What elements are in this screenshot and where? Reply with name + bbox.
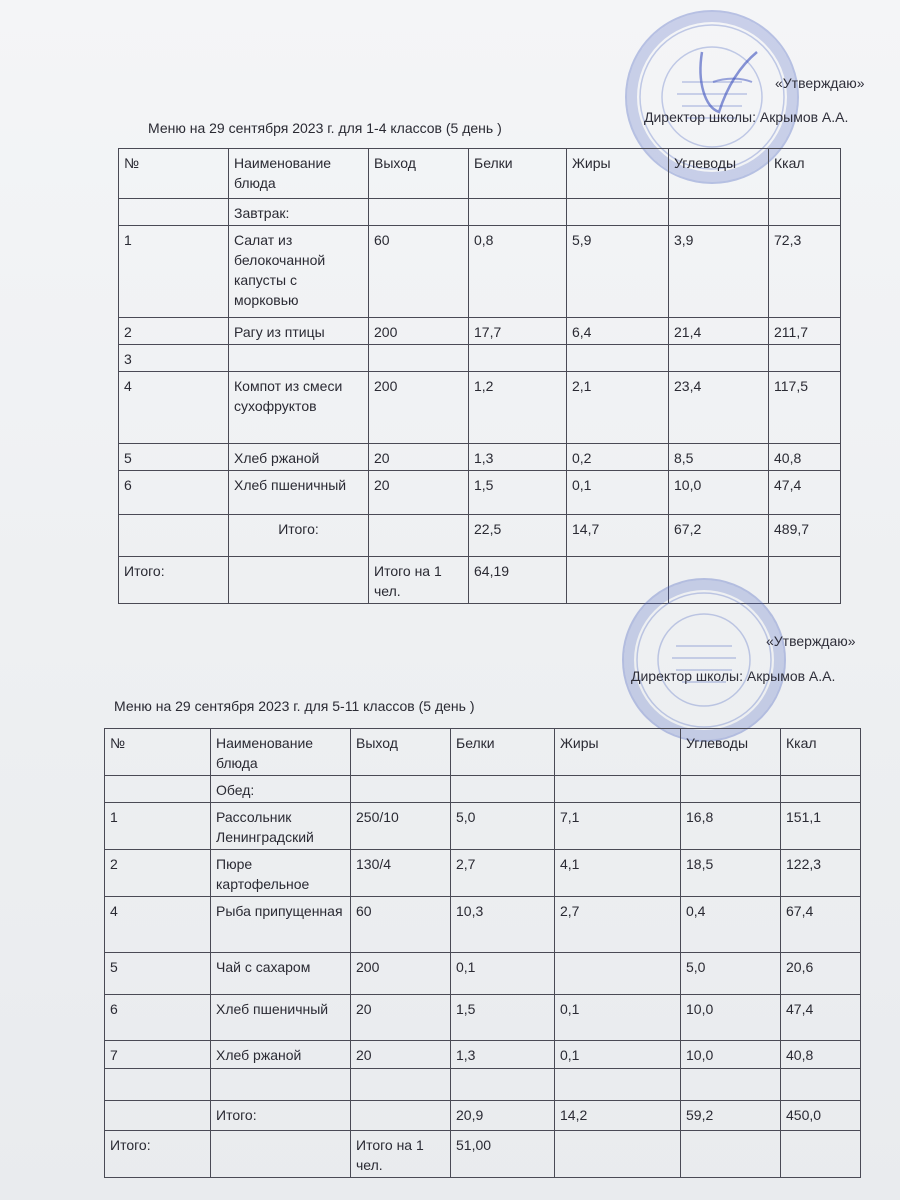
dish-name: Чай с сахаром — [211, 953, 351, 995]
dish-carbs: 23,4 — [669, 372, 769, 444]
header-dish: Наименование блюда — [211, 729, 351, 776]
table-row — [105, 953, 861, 995]
dish-kcal: 20,6 — [781, 953, 861, 995]
menu2-table — [104, 728, 861, 1178]
dish-protein: 10,3 — [451, 897, 555, 953]
dish-protein: 0,1 — [451, 953, 555, 995]
dish-carbs: 8,5 — [669, 444, 769, 471]
header-fat: Жиры — [567, 149, 669, 199]
dish-carbs: 21,4 — [669, 318, 769, 345]
menu2-header-row — [105, 729, 861, 776]
dish-carbs: 5,0 — [681, 953, 781, 995]
dish-kcal: 211,7 — [769, 318, 841, 345]
approval-word-2: «Утверждаю» — [766, 633, 856, 649]
dish-output: 130/4 — [351, 850, 451, 897]
row-num: 1 — [119, 226, 229, 318]
header-protein: Белки — [469, 149, 567, 199]
menu2-section-row — [105, 776, 861, 803]
dish-carbs: 10,0 — [669, 471, 769, 515]
header-kcal: Ккал — [769, 149, 841, 199]
row-num: 6 — [105, 995, 211, 1041]
dish-name: Хлеб ржаной — [229, 444, 369, 471]
menu1-title: Меню на 29 сентября 2023 г. для 1-4 классов (5 день ) — [148, 120, 502, 136]
table-row — [105, 1041, 861, 1069]
dish-fat: 0,2 — [567, 444, 669, 471]
dish-name: Хлеб пшеничный — [211, 995, 351, 1041]
dish-output: 60 — [351, 897, 451, 953]
dish-protein: 1,5 — [451, 995, 555, 1041]
dish-kcal — [769, 345, 841, 372]
dish-protein — [469, 345, 567, 372]
school-stamp-seal — [622, 578, 786, 742]
header-protein: Белки — [451, 729, 555, 776]
dish-fat: 5,9 — [567, 226, 669, 318]
dish-protein: 17,7 — [469, 318, 567, 345]
header-output: Выход — [351, 729, 451, 776]
dish-fat: 0,1 — [555, 1041, 681, 1069]
table-row — [119, 471, 841, 515]
dish-kcal: 122,3 — [781, 850, 861, 897]
footer-price: 51,00 — [451, 1131, 555, 1178]
dish-kcal — [781, 1069, 861, 1101]
row-num: 1 — [105, 803, 211, 850]
menu1-table — [118, 148, 841, 604]
dish-fat — [567, 345, 669, 372]
dish-protein: 1,2 — [469, 372, 567, 444]
dish-name: Рассольник Ленинградский — [211, 803, 351, 850]
dish-protein: 5,0 — [451, 803, 555, 850]
table-row — [105, 1069, 861, 1101]
dish-carbs: 16,8 — [681, 803, 781, 850]
dish-fat: 6,4 — [567, 318, 669, 345]
dish-output: 20 — [369, 471, 469, 515]
header-output: Выход — [369, 149, 469, 199]
row-num: 6 — [119, 471, 229, 515]
row-num: 4 — [105, 897, 211, 953]
total-kcal: 489,7 — [769, 515, 841, 557]
dish-fat — [555, 1069, 681, 1101]
dish-fat: 0,1 — [567, 471, 669, 515]
header-fat: Жиры — [555, 729, 681, 776]
header-dish: Наименование блюда — [229, 149, 369, 199]
total-fat: 14,2 — [555, 1101, 681, 1131]
row-num: 7 — [105, 1041, 211, 1069]
dish-carbs: 10,0 — [681, 995, 781, 1041]
menu1-section-row — [119, 199, 841, 226]
table-row — [119, 226, 841, 318]
dish-output: 200 — [351, 953, 451, 995]
total-fat: 14,7 — [567, 515, 669, 557]
header-num: № — [105, 729, 211, 776]
total-carbs: 67,2 — [669, 515, 769, 557]
dish-output: 20 — [351, 1041, 451, 1069]
table-row — [105, 850, 861, 897]
header-carbs: Углеводы — [681, 729, 781, 776]
total-kcal: 450,0 — [781, 1101, 861, 1131]
row-num: 2 — [105, 850, 211, 897]
dish-protein: 2,7 — [451, 850, 555, 897]
dish-output — [369, 345, 469, 372]
dish-carbs: 3,9 — [669, 226, 769, 318]
row-num: 5 — [105, 953, 211, 995]
dish-kcal: 40,8 — [769, 444, 841, 471]
table-row — [119, 318, 841, 345]
dish-output — [351, 1069, 451, 1101]
dish-fat — [555, 953, 681, 995]
table-row — [119, 372, 841, 444]
dish-kcal: 67,4 — [781, 897, 861, 953]
dish-name — [229, 345, 369, 372]
total-protein: 20,9 — [451, 1101, 555, 1131]
dish-name: Рыба припущенная — [211, 897, 351, 953]
total-protein: 22,5 — [469, 515, 567, 557]
row-num: 2 — [119, 318, 229, 345]
dish-name: Салат из белокочанной капусты с морковью — [229, 226, 369, 318]
menu2-total-row — [105, 1101, 861, 1131]
menu2-footer-row — [105, 1131, 861, 1178]
approval-word-1: «Утверждаю» — [775, 75, 865, 91]
dish-kcal: 40,8 — [781, 1041, 861, 1069]
footer-label: Итого: — [119, 557, 229, 604]
menu2-title: Меню на 29 сентября 2023 г. для 5-11 классов (5 день ) — [114, 698, 475, 714]
dish-name: Компот из смеси сухофруктов — [229, 372, 369, 444]
dish-fat: 0,1 — [555, 995, 681, 1041]
dish-carbs: 0,4 — [681, 897, 781, 953]
dish-output: 60 — [369, 226, 469, 318]
dish-protein — [451, 1069, 555, 1101]
dish-kcal: 47,4 — [781, 995, 861, 1041]
dish-name: Хлеб ржаной — [211, 1041, 351, 1069]
dish-fat: 2,7 — [555, 897, 681, 953]
table-row — [105, 995, 861, 1041]
footer-per-person: Итого на 1 чел. — [351, 1131, 451, 1178]
header-carbs: Углеводы — [669, 149, 769, 199]
dish-carbs — [681, 1069, 781, 1101]
dish-name — [211, 1069, 351, 1101]
header-kcal: Ккал — [781, 729, 861, 776]
dish-kcal: 117,5 — [769, 372, 841, 444]
header-num: № — [119, 149, 229, 199]
table-row — [105, 803, 861, 850]
dish-fat: 4,1 — [555, 850, 681, 897]
dish-name: Рагу из птицы — [229, 318, 369, 345]
footer-per-person: Итого на 1 чел. — [369, 557, 469, 604]
dish-carbs: 18,5 — [681, 850, 781, 897]
director-line-2: Директор школы: Акрымов А.А. — [631, 668, 836, 684]
total-label: Итого: — [229, 515, 369, 557]
row-num: 4 — [119, 372, 229, 444]
dish-fat: 2,1 — [567, 372, 669, 444]
dish-name: Хлеб пшеничный — [229, 471, 369, 515]
row-num — [105, 1069, 211, 1101]
menu1-total-row — [119, 515, 841, 557]
footer-label: Итого: — [105, 1131, 211, 1178]
row-num: 3 — [119, 345, 229, 372]
director-line-1: Директор школы: Акрымов А.А. — [644, 109, 849, 125]
dish-kcal: 151,1 — [781, 803, 861, 850]
dish-fat: 7,1 — [555, 803, 681, 850]
dish-protein: 1,3 — [451, 1041, 555, 1069]
dish-output: 20 — [369, 444, 469, 471]
footer-price: 64,19 — [469, 557, 567, 604]
dish-output: 250/10 — [351, 803, 451, 850]
dish-protein: 1,5 — [469, 471, 567, 515]
dish-output: 200 — [369, 318, 469, 345]
total-carbs: 59,2 — [681, 1101, 781, 1131]
dish-output: 20 — [351, 995, 451, 1041]
menu1-header-row — [119, 149, 841, 199]
dish-carbs: 10,0 — [681, 1041, 781, 1069]
dish-protein: 1,3 — [469, 444, 567, 471]
dish-carbs — [669, 345, 769, 372]
table-row — [119, 444, 841, 471]
total-label: Итого: — [211, 1101, 351, 1131]
dish-kcal: 47,4 — [769, 471, 841, 515]
dish-protein: 0,8 — [469, 226, 567, 318]
section-label: Обед: — [211, 776, 351, 803]
table-row — [105, 897, 861, 953]
dish-kcal: 72,3 — [769, 226, 841, 318]
dish-output: 200 — [369, 372, 469, 444]
table-row — [119, 345, 841, 372]
section-label: Завтрак: — [229, 199, 369, 226]
dish-name: Пюре картофельное — [211, 850, 351, 897]
stamp-rings-icon — [624, 580, 784, 740]
row-num: 5 — [119, 444, 229, 471]
